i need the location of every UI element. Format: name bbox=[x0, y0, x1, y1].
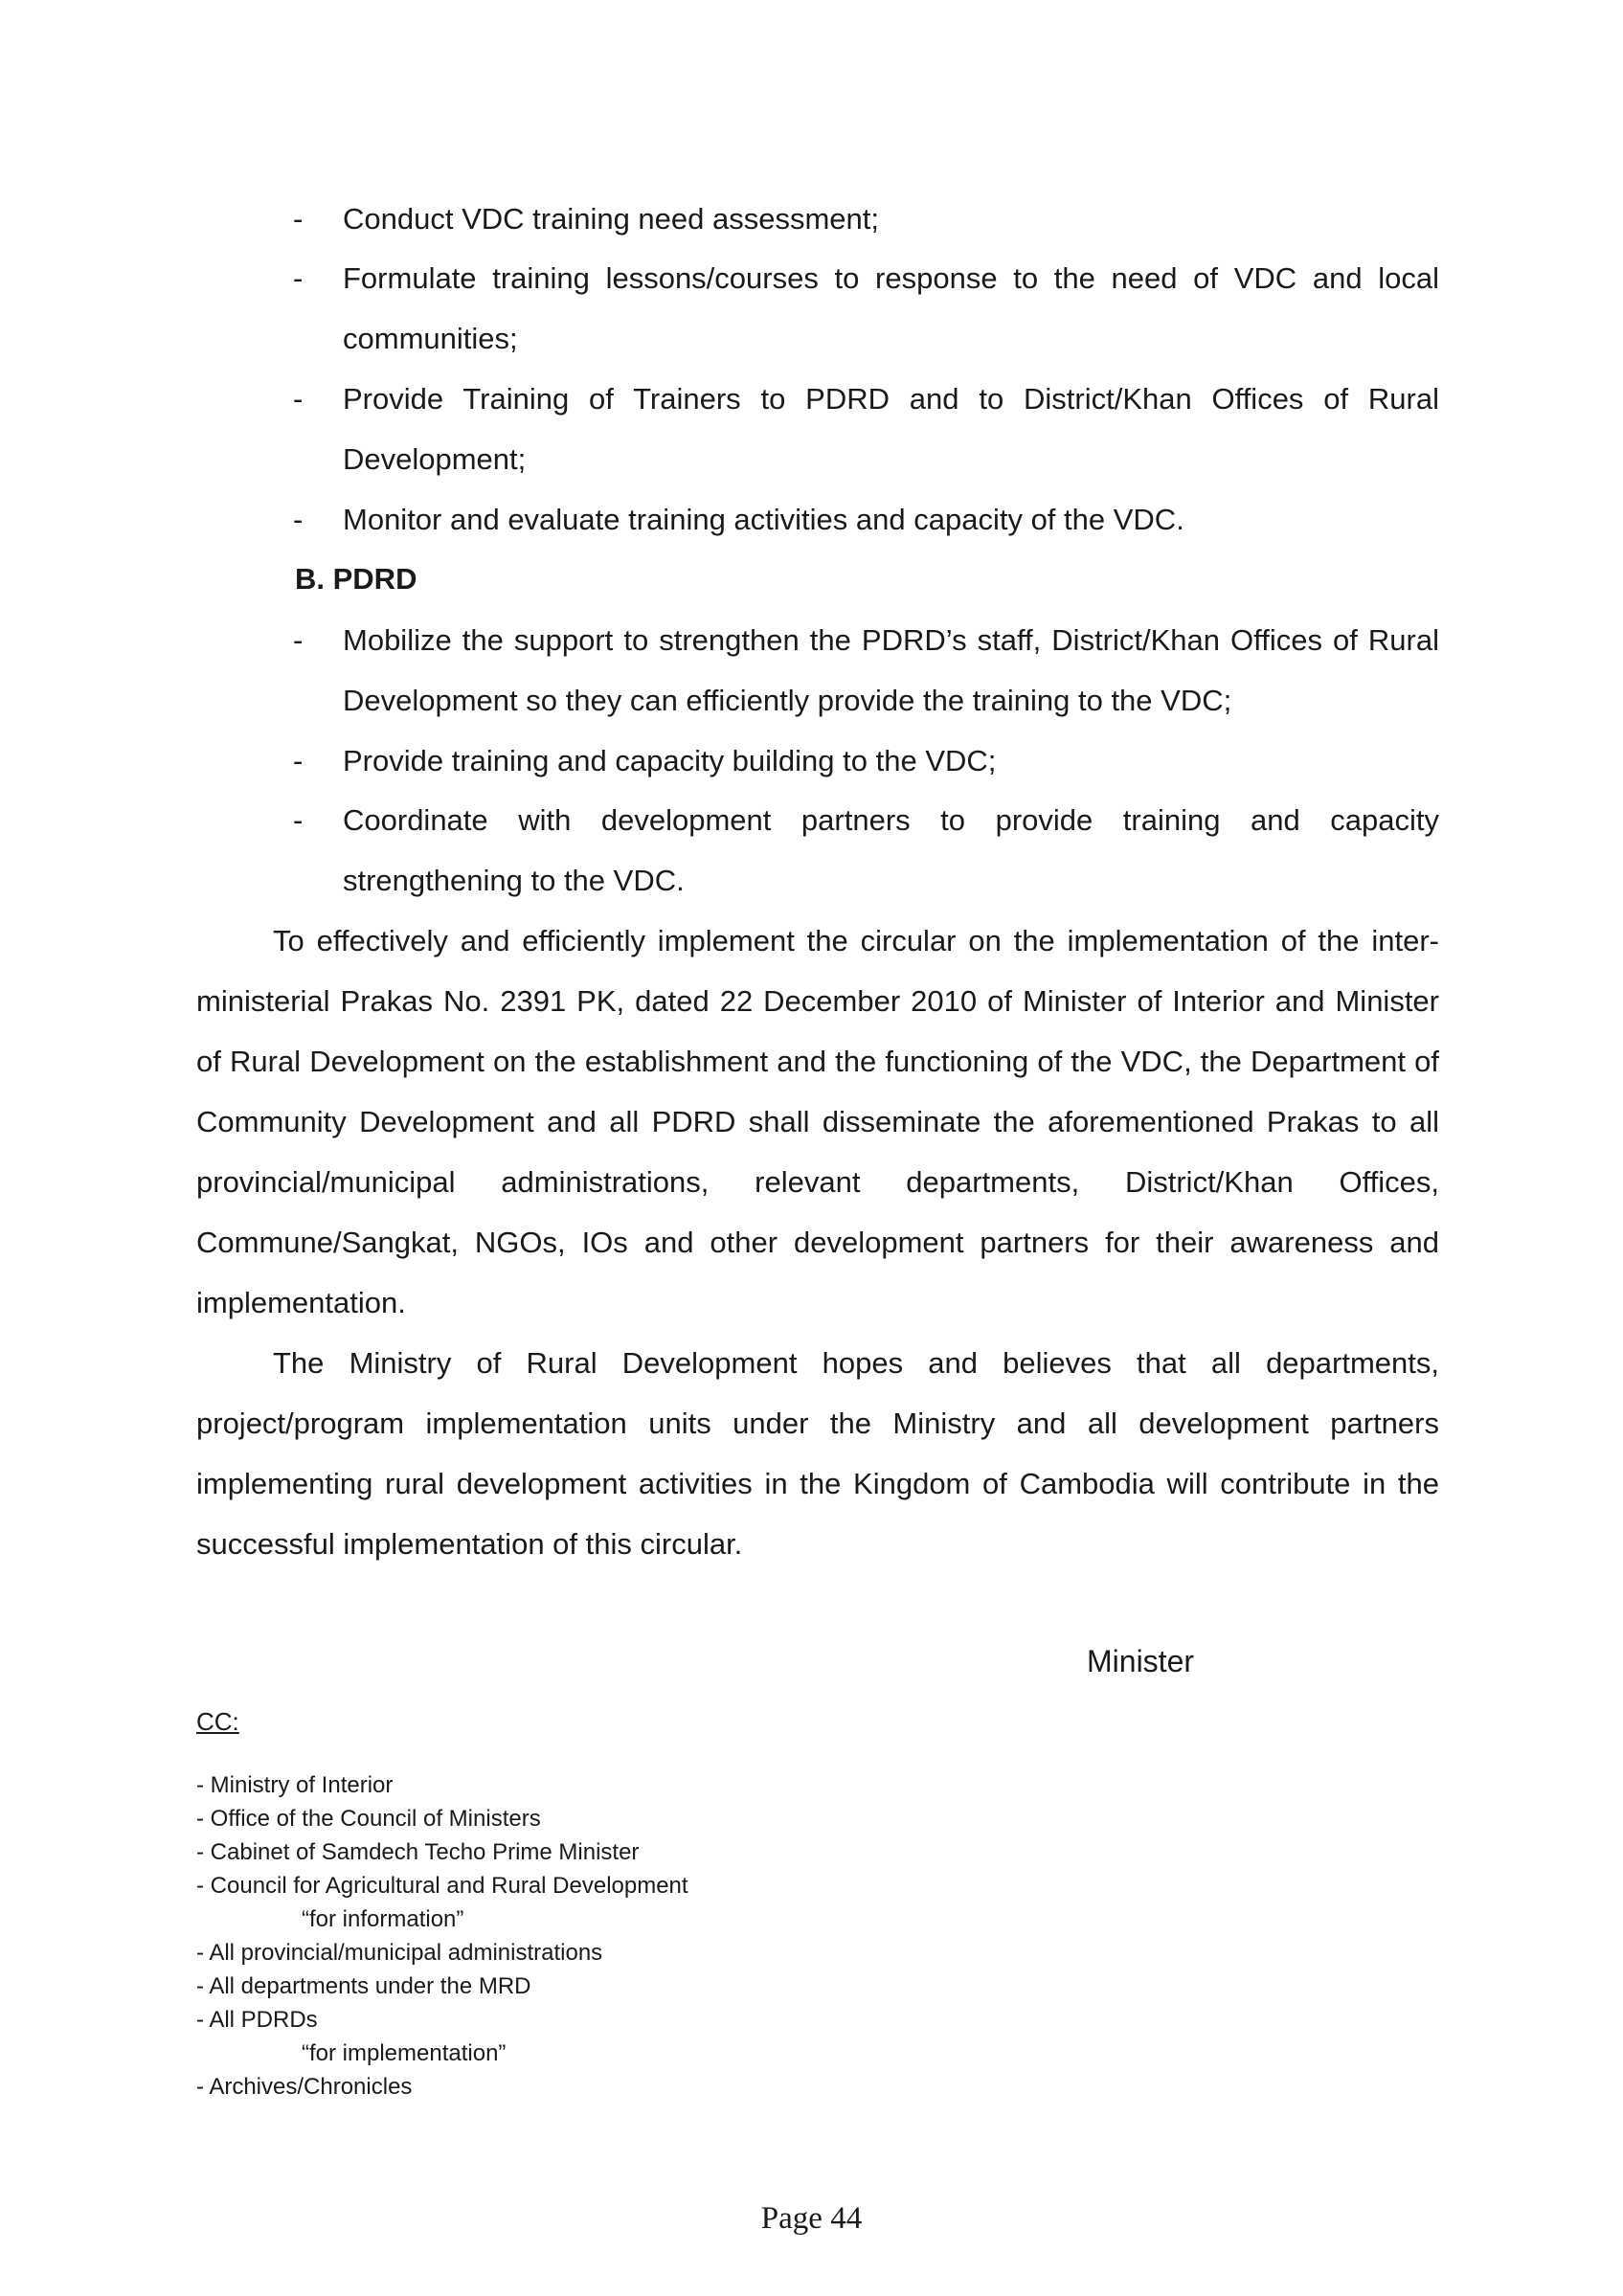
bullet-item bbox=[295, 248, 1439, 369]
bullet-text: Conduct VDC training need assessment; bbox=[343, 202, 880, 236]
signature-title: Minister bbox=[1087, 1644, 1195, 1678]
cc-item: - Office of the Council of Ministers bbox=[196, 1806, 541, 1832]
bullet-item bbox=[295, 489, 1439, 550]
bullet-item bbox=[295, 790, 1439, 911]
cc-note: “for implementation” bbox=[302, 2040, 507, 2066]
cc-item: - All PDRDs bbox=[196, 2007, 318, 2033]
bullet-text: Formulate training lessons/courses to response to the need of VDC and local communities; bbox=[343, 261, 1439, 355]
body-paragraph: To effectively and efficiently implement the circular on the implementation of the inter-ministerial Prakas No. 2391 PK, dated 22 December 2010 of Minister of Interior and Minister of Rural Development on the establishment and the functioning of the VDC, the Department of Community Development and all PDRD shall disseminate the aforementioned Prakas to all provincial/municipal administrations, relevant departments, District/Khan Offices, Commune/Sangkat, NGOs, IOs and other development partners for their awareness and implementation. bbox=[196, 924, 1439, 1319]
cc-item: - Ministry of Interior bbox=[196, 1772, 394, 1798]
cc-list bbox=[196, 1768, 1058, 2104]
bullet-item bbox=[295, 189, 1439, 249]
section-heading: B. PDRD bbox=[295, 562, 417, 596]
bullet-text: Provide training and capacity building to the VDC; bbox=[343, 744, 997, 777]
bullet-text: Mobilize the support to strengthen the PDRD’s staff, District/Khan Offices of Rural Development so they can efficiently provide the training to the VDC; bbox=[343, 623, 1439, 717]
cc-item: - Archives/Chronicles bbox=[196, 2074, 413, 2100]
cc-note: “for information” bbox=[302, 1906, 464, 1932]
cc-item: - All departments under the MRD bbox=[196, 1973, 531, 1999]
bullet-dash: - bbox=[293, 382, 304, 416]
bullet-item bbox=[295, 610, 1439, 731]
bullet-item bbox=[295, 731, 1439, 791]
bullet-dash: - bbox=[293, 623, 304, 657]
cc-label: CC: bbox=[196, 1707, 239, 1736]
cc-item: - Cabinet of Samdech Techo Prime Minister bbox=[196, 1839, 640, 1865]
body-paragraph: The Ministry of Rural Development hopes and believes that all departments, project/program implementation units under the Ministry and all development partners implementing rural development activities in the Kingdom of Cambodia will contribute in the successful implementation of this circular. bbox=[196, 1346, 1439, 1561]
cc-item: - Council for Agricultural and Rural Development bbox=[196, 1873, 688, 1899]
bullet-text: Provide Training of Trainers to PDRD and to District/Khan Offices of Rural Development; bbox=[343, 382, 1439, 476]
bullet-dash: - bbox=[293, 744, 304, 777]
bullet-dash: - bbox=[293, 803, 304, 837]
bullet-text: Monitor and evaluate training activities and capacity of the VDC. bbox=[343, 503, 1184, 536]
bullet-dash: - bbox=[293, 503, 304, 536]
page-number: Page 44 bbox=[760, 2201, 863, 2236]
bullet-text: Coordinate with development partners to provide training and capacity strengthening to the VDC. bbox=[343, 803, 1439, 897]
bullet-dash: - bbox=[293, 202, 304, 236]
bullet-dash: - bbox=[293, 261, 304, 295]
bullet-item bbox=[295, 369, 1439, 489]
cc-item: - All provincial/municipal administrations bbox=[196, 1940, 603, 1966]
